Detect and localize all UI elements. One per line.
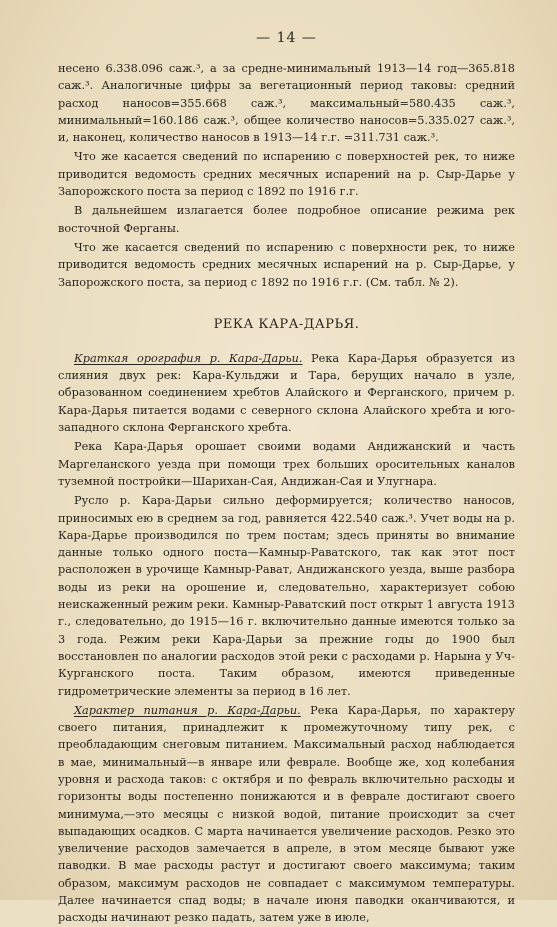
paragraph-riverbed: Русло р. Кара-Дарьи сильно деформируется; количество наносов, приносимых ею в среднем за год, равняется 422.540 саж.³. Учет воды на р. Кара-Дарье производился по трем постам; здесь приняты во внимание данные только одного поста—Камныр-Раватского, так как этот пост расположен в урочище Камныр-Рават, Андижанского уезда, выше разбора воды из реки на орошение и, следовательно, характеризует собою неискаженный режим реки. Камныр-Раватский пост открыт 1 августа 1913 г., следовательно, до 1915—16 г. включительно данные имеются только за 3 года. Режим реки Кара-Дарьи за прежние годы до 1900 был восстановлен по аналогии расходов этой реки с расходами р. Нарына у Уч-Курганского поста. Таким образом, имеются приведенные гидрометрические элементы за период в 16 лет. [58, 494, 515, 698]
paragraph-evaporation-2: Что же касается сведений по испарению с поверхности рек, то ниже приводится ведомость средних месячных испарений на р. Сыр-Дарье, у Запорожского поста, за период с 1892 по 1916 г.г. (См. табл. № 2). [58, 240, 515, 289]
paragraph-further-description: В дальнейшем излагается более подробное описание режима рек восточной Ферганы. [58, 204, 515, 235]
run-in-heading-orography: Краткая орография р. Кара-Дарьи. [74, 351, 303, 365]
section-title: РЕКА КАРА-ДАРЬЯ. [213, 316, 360, 332]
paragraph-sediment: несено 6.338.096 саж.³, а за средне-минимальный 1913—14 год—365.818 саж.³. Аналогичные цифры за вегетационный период таковы: средний расход наносов=355.668 саж.³, максимальный=580.435 саж.³, минимальный=160.186 саж.³, общее количество наносов=5.335.027 саж.³, и, наконец, количество наносов в 1913—14 г.г. =311.731 саж.³. [58, 62, 515, 145]
paragraph-irrigation: Река Кара-Дарья орошает своими водами Андижанский и часть Маргеланского уезда при помощи трех больших оросительных каналов туземной постройки—Шарихан-Сая, Андижан-Сая и Улугнара. [58, 440, 515, 488]
paragraph-orography-text: Река Кара-Дарья образуется из слияния двух рек: Кара-Кульджи и Тара, берущих начало в узле, образованном соединением хребтов Алайского и Ферганского, причем р. Кара-Дарья питается водами с северного склона Алайского хребта и юго-западного склона Ферганского хребта. [58, 351, 515, 435]
paragraph-orography [58, 350, 515, 436]
paragraph-feeding [58, 702, 515, 927]
run-in-heading-feeding: Характер питания р. Кара-Дарьи. [74, 703, 301, 717]
main-block [58, 350, 515, 927]
intro-block [58, 60, 515, 291]
page-number: — 14 — [256, 30, 317, 46]
paragraph-feeding-text: Река Кара-Дарья, по характеру своего питания, принадлежит к промежуточному типу рек, с преобладающим снеговым питанием. Максимальный расход наблюдается в мае, минимальный—в январе или феврале. Вообще же, ход колебания уровня и расхода таков: с октября и по февраль включительно расходы и горизонты воды постепенно понижаются и в феврале достигают своего минимума,—это месяцы с низкой водой, питание происходит за счет выпадающих осадков. С марта начинается увеличение расходов. Резко это увеличение расходов замечается в апреле, в этом месяце бывают уже паводки. В мае расходы растут и достигают своего максимума; таким образом, максимум расходов не совпадает с максимумом температуры. Далее начинается спад воды; в начале июня паводки оканчиваются, и расходы начинают резко падать, затем уже в июле, [58, 703, 515, 925]
paragraph-evaporation-1: Что же касается сведений по испарению с поверхностей рек, то ниже приводится ведомость средних месячных испарений на р. Сыр-Дарье у Запорожского поста за период с 1892 по 1916 г.г. [58, 150, 515, 199]
